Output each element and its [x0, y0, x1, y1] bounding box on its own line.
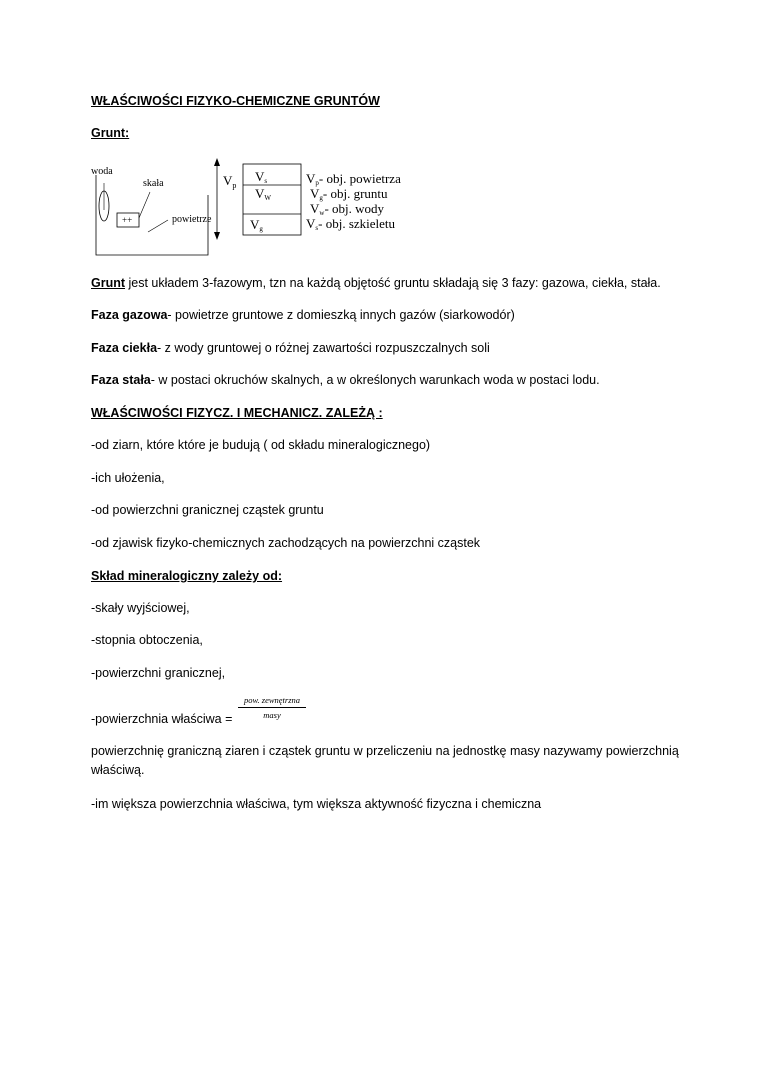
legend-vg: Vg- obj. gruntu	[310, 186, 388, 202]
heading-sklad: Skład mineralogiczny zależy od:	[91, 569, 283, 583]
vp-label: $V_p$	[223, 173, 237, 190]
formula-numerator: pow. zewnętrzna	[238, 695, 306, 708]
list-item: -ich ułożenia,	[91, 471, 165, 485]
list-item: -od ziarn, które które je budują ( od składu mineralogicznego)	[91, 438, 431, 452]
skala-pointer-line	[139, 192, 150, 218]
vp-arrow-head-down	[214, 232, 220, 240]
cell-vg: Vg	[250, 217, 263, 233]
legend-vp: Vp- obj. powietrza	[306, 171, 401, 187]
grunt-heading: Grunt:	[91, 126, 130, 140]
vp-arrow-head-up	[214, 158, 220, 166]
label-skala: skała	[143, 178, 164, 189]
label-woda: woda	[91, 166, 113, 177]
legend-vs: Vs- obj. szkieletu	[306, 216, 396, 232]
list-item: -od zjawisk fizyko-chemicznych zachodzących na powierzchni cząstek	[91, 536, 481, 550]
list-item: -od powierzchni granicznej cząstek gruntu	[91, 503, 324, 517]
list-item: -skały wyjściowej,	[91, 601, 190, 615]
paragraph-faza-stala: Faza stała- w postaci okruchów skalnych, a w określonych warunkach woda w postaci lodu.	[91, 373, 600, 387]
label-plus: ++	[122, 215, 133, 225]
paragraph-definition: powierzchnię graniczną ziaren i cząstek gruntu w przeliczeniu na jednostkę masy nazywamy powierzchnią właściwą.	[91, 744, 679, 777]
powietrze-pointer-line	[148, 220, 168, 232]
label-powietrze: powietrze	[172, 214, 212, 225]
list-item: -powierzchni granicznej,	[91, 666, 226, 680]
soil-phase-diagram	[0, 0, 760, 260]
formula-denominator: masy	[263, 710, 281, 720]
cell-vw: VW	[255, 186, 271, 202]
paragraph-faza-ciekla: Faza ciekła- z wody gruntowej o różnej zawartości rozpuszczalnych soli	[91, 341, 490, 355]
legend-vw: Vw- obj. wody	[310, 201, 385, 217]
cell-vs: Vs	[255, 169, 268, 185]
formula-fraction	[238, 695, 306, 720]
paragraph-grunt: Grunt jest układem 3-fazowym, tzn na każdą objętość gruntu składają się 3 fazy: gazowa, ciekła, stała.	[91, 276, 661, 290]
paragraph-faza-gazowa: Faza gazowa- powietrze gruntowe z domieszką innych gazów (siarkowodór)	[91, 308, 515, 322]
list-item: -stopnia obtoczenia,	[91, 633, 203, 647]
heading-wlasciwosci: WŁAŚCIWOŚCI FIZYCZ. I MECHANICZ. ZALEŻĄ :	[91, 406, 383, 420]
formula-lhs: -powierzchnia właściwa =	[91, 712, 233, 726]
paragraph-last: -im większa powierzchnia właściwa, tym większa aktywność fizyczna i chemiczna	[91, 797, 542, 811]
page-title: WŁAŚCIWOŚCI FIZYKO-CHEMICZNE GRUNTÓW	[91, 94, 380, 108]
